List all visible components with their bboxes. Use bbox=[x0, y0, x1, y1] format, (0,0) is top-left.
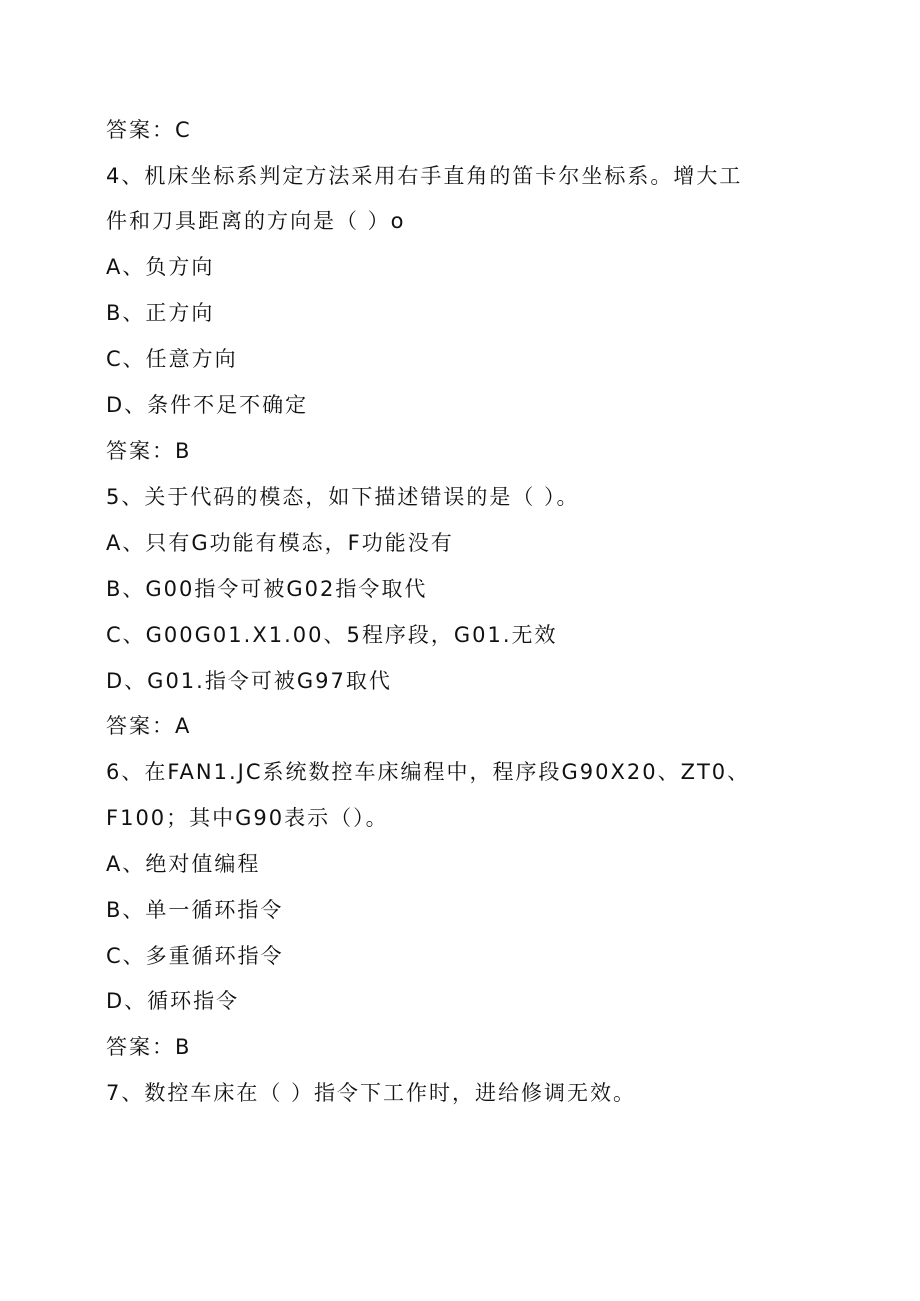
option-d: D、循环指令 bbox=[106, 989, 240, 1013]
option-a: A、绝对值编程 bbox=[106, 852, 261, 876]
question-7: 7、数控车床在（ ）指令下工作时，进给修调无效。 bbox=[106, 1081, 637, 1105]
answer-line: 答案：C bbox=[106, 118, 192, 142]
question-6-line-2: F100；其中G90表示（）。 bbox=[106, 806, 389, 830]
option-c: C、G00G01.X1.00、5程序段，G01.无效 bbox=[106, 623, 558, 647]
option-b: B、G00指令可被G02指令取代 bbox=[106, 577, 428, 601]
option-c: C、多重循环指令 bbox=[106, 944, 284, 968]
option-b: B、单一循环指令 bbox=[106, 898, 284, 922]
option-a: A、只有G功能有模态，F功能没有 bbox=[106, 531, 454, 555]
question-4-line-2: 件和刀具距离的方向是（ ）o bbox=[106, 209, 406, 233]
option-b: B、正方向 bbox=[106, 301, 215, 325]
option-d: D、条件不足不确定 bbox=[106, 393, 309, 417]
answer-line: 答案：A bbox=[106, 714, 192, 738]
question-5: 5、关于代码的模态，如下描述错误的是（ ）。 bbox=[106, 485, 580, 509]
question-6-line-1: 6、在FAN1.JC系统数控车床编程中，程序段G90X20、ZT0、 bbox=[106, 760, 751, 784]
question-4-line-1: 4、机床坐标系判定方法采用右手直角的笛卡尔坐标系。增大工 bbox=[106, 164, 743, 188]
option-a: A、负方向 bbox=[106, 255, 215, 279]
answer-line: 答案：B bbox=[106, 439, 192, 463]
answer-line: 答案：B bbox=[106, 1035, 192, 1059]
option-d: D、G01.指令可被G97取代 bbox=[106, 669, 392, 693]
option-c: C、任意方向 bbox=[106, 347, 238, 371]
